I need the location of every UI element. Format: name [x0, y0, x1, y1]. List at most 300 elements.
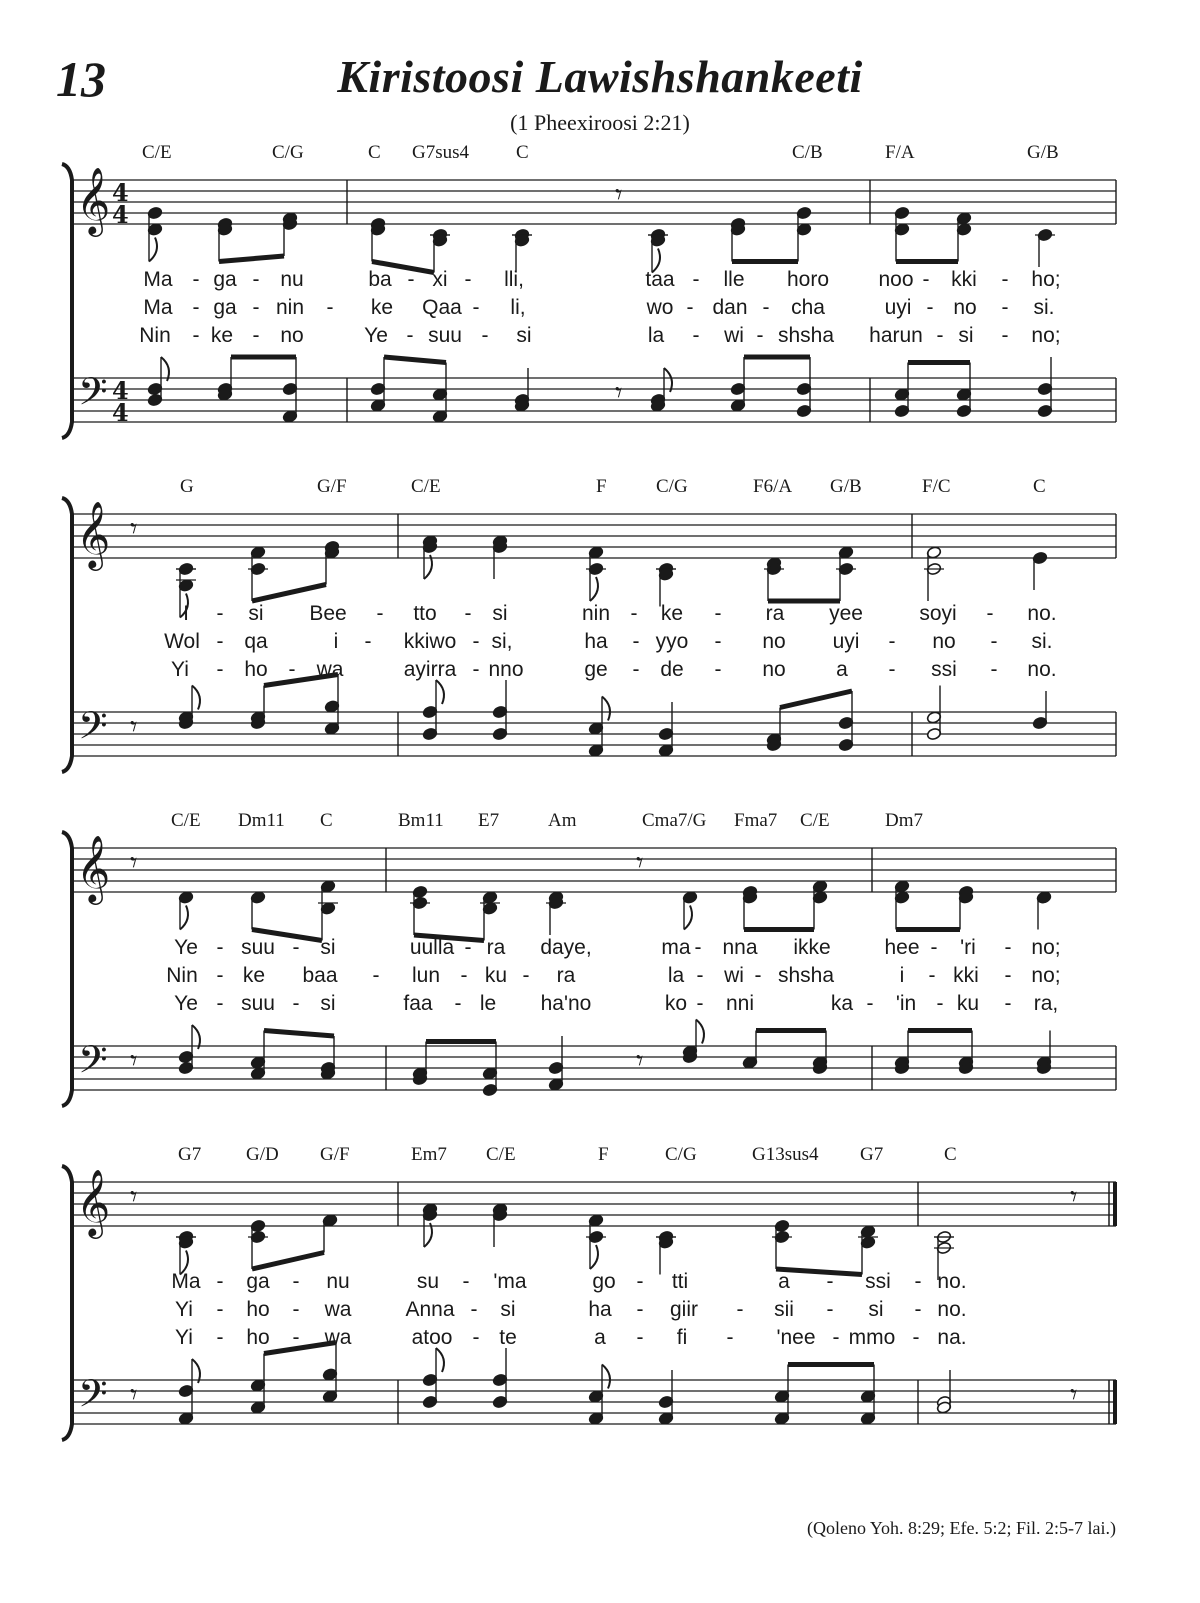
- lyric-syllable: Yi: [171, 658, 189, 681]
- chord-symbol: C: [516, 142, 529, 163]
- lyric-syllable: ho;: [1031, 268, 1061, 291]
- lyric-hyphen: -: [986, 602, 994, 625]
- lyric-hyphen: -: [252, 324, 260, 347]
- lyric-syllable: atoo: [411, 1326, 453, 1349]
- lyric-hyphen: -: [990, 630, 998, 653]
- lyric-syllable: no.: [1027, 602, 1057, 625]
- lyric-hyphen: -: [694, 936, 702, 959]
- lyric-hyphen: -: [914, 1298, 922, 1321]
- lyric-syllable: si: [320, 936, 336, 959]
- lyric-syllable: ikke: [793, 936, 831, 959]
- lyric-syllable: si: [500, 1298, 516, 1321]
- lyric-hyphen: -: [826, 1270, 834, 1293]
- lyric-hyphen: -: [826, 1298, 834, 1321]
- lyric-syllable: no;: [1031, 964, 1061, 987]
- lyric-syllable: ma: [661, 936, 691, 959]
- chord-symbol: Em7: [411, 1144, 447, 1165]
- lyric-hyphen: -: [292, 936, 300, 959]
- lyric-hyphen: -: [472, 630, 480, 653]
- lyric-hyphen: -: [912, 1326, 920, 1349]
- lyric-syllable: sii: [774, 1298, 794, 1321]
- lyric-hyphen: -: [252, 268, 260, 291]
- lyric-hyphen: -: [216, 992, 224, 1015]
- lyric-hyphen: -: [472, 296, 480, 319]
- lyric-hyphen: -: [686, 296, 694, 319]
- lyric-syllable: lli,: [504, 268, 524, 291]
- lyric-syllable: no: [953, 296, 977, 319]
- lyric-syllable: Qaa: [422, 296, 462, 319]
- lyric-syllable: la: [647, 324, 665, 347]
- chord-symbol: C: [368, 142, 381, 163]
- lyric-syllable: ga: [213, 296, 237, 319]
- lyric-syllable: no;: [1031, 936, 1061, 959]
- lyric-hyphen: -: [464, 268, 472, 291]
- lyric-hyphen: -: [216, 602, 224, 625]
- treble-flag: [590, 577, 598, 601]
- lyric-syllable: a: [836, 658, 848, 681]
- lyric-syllable: Wol: [164, 630, 200, 653]
- lyric-syllable: wa: [324, 1326, 352, 1349]
- lyric-syllable: ayirra: [403, 658, 457, 681]
- lyric-syllable: no.: [1027, 658, 1057, 681]
- chord-symbol: G/F: [317, 476, 347, 497]
- bass-time-signature-top: 4: [112, 376, 129, 405]
- lyric-syllable: ba: [368, 268, 392, 291]
- lyric-syllable: ha: [584, 630, 608, 653]
- lyric-hyphen: -: [216, 658, 224, 681]
- lyric-hyphen: -: [454, 992, 462, 1015]
- lyric-hyphen: -: [216, 936, 224, 959]
- lyric-hyphen: -: [930, 936, 938, 959]
- chord-symbol: C/E: [171, 810, 201, 831]
- bass-beam: [384, 357, 446, 363]
- lyric-syllable: 'ma: [493, 1270, 527, 1293]
- bass-flag: [696, 1020, 704, 1044]
- lyric-syllable: Nin: [166, 964, 198, 987]
- lyric-syllable: suu: [241, 992, 275, 1015]
- lyric-syllable: nu: [326, 1270, 350, 1293]
- lyric-syllable: nno: [488, 658, 524, 681]
- chord-symbol: C/G: [272, 142, 304, 163]
- chord-symbol: Fma7: [734, 810, 778, 831]
- lyric-syllable: Ma: [171, 1270, 201, 1293]
- lyric-syllable: wa: [324, 1298, 352, 1321]
- lyric-syllable: si.: [1033, 296, 1055, 319]
- chord-symbol: Dm11: [238, 810, 285, 831]
- lyric-syllable: nni: [725, 992, 755, 1015]
- lyric-hyphen: -: [714, 602, 722, 625]
- eighth-rest: 𝄾: [130, 1044, 138, 1077]
- lyric-syllable: ko: [664, 992, 688, 1015]
- lyric-hyphen: -: [922, 268, 930, 291]
- lyric-hyphen: -: [990, 658, 998, 681]
- chord-symbol: G7sus4: [412, 142, 470, 163]
- treble-flag: [590, 1245, 598, 1269]
- chord-symbol: C/E: [800, 810, 830, 831]
- lyric-syllable: soyi: [919, 602, 957, 625]
- lyric-hyphen: -: [481, 324, 489, 347]
- chord-symbol: G/F: [320, 1144, 350, 1165]
- lyric-hyphen: -: [632, 658, 640, 681]
- lyric-hyphen: -: [736, 1298, 744, 1321]
- lyric-hyphen: -: [866, 992, 874, 1015]
- lyric-syllable: no.: [937, 1270, 967, 1293]
- lyric-syllable: ku: [956, 992, 980, 1015]
- lyric-syllable: no;: [1031, 324, 1061, 347]
- lyric-syllable: nna: [722, 936, 758, 959]
- lyric-syllable: no: [762, 630, 786, 653]
- lyric-hyphen: -: [252, 296, 260, 319]
- lyric-syllable: horo: [786, 268, 830, 291]
- lyric-hyphen: -: [192, 296, 200, 319]
- lyric-syllable: la: [667, 964, 685, 987]
- chord-symbol: C: [1033, 476, 1046, 497]
- lyric-syllable: giir: [669, 1298, 699, 1321]
- bass-clef: 𝄢: [78, 1371, 108, 1425]
- lyric-syllable: 'ri: [960, 936, 976, 959]
- lyric-syllable: wo: [646, 296, 674, 319]
- chord-symbol: C/G: [665, 1144, 697, 1165]
- lyric-syllable: kki: [951, 268, 977, 291]
- lyric-hyphen: -: [632, 630, 640, 653]
- lyric-syllable: si: [492, 602, 508, 625]
- eighth-rest: 𝄾: [130, 1378, 138, 1411]
- lyric-syllable: ha: [588, 1298, 612, 1321]
- chord-symbol: G13sus4: [752, 1144, 819, 1165]
- lyric-hyphen: -: [292, 1326, 300, 1349]
- lyric-syllable: noo: [878, 268, 914, 291]
- lyric-syllable: tti: [671, 1270, 689, 1293]
- bass-flag: [436, 1348, 444, 1372]
- lyric-hyphen: -: [1004, 936, 1012, 959]
- lyric-syllable: kki: [953, 964, 979, 987]
- lyric-syllable: ke: [660, 602, 684, 625]
- lyric-hyphen: -: [714, 658, 722, 681]
- lyric-syllable: lun: [411, 964, 441, 987]
- lyric-hyphen: -: [292, 1270, 300, 1293]
- lyric-syllable: ge: [584, 658, 608, 681]
- lyric-hyphen: -: [636, 1298, 644, 1321]
- eighth-rest: 𝄾: [615, 178, 623, 211]
- lyric-syllable: no.: [937, 1298, 967, 1321]
- chord-symbol: Am: [548, 810, 577, 831]
- lyric-syllable: de: [660, 658, 684, 681]
- eighth-rest: 𝄾: [130, 1180, 138, 1213]
- lyric-syllable: go: [592, 1270, 616, 1293]
- lyric-syllable: na.: [937, 1326, 967, 1349]
- lyric-syllable: ho: [246, 1298, 270, 1321]
- lyric-hyphen: -: [292, 1298, 300, 1321]
- lyric-syllable: shsha: [777, 964, 835, 987]
- lyric-syllable: uyi: [832, 630, 860, 653]
- lyric-syllable: cha: [791, 296, 825, 319]
- lyric-syllable: daye,: [540, 936, 592, 959]
- chord-symbol: G/B: [1027, 142, 1059, 163]
- chord-symbol: C/E: [411, 476, 441, 497]
- lyric-syllable: faa: [403, 992, 433, 1015]
- lyric-hyphen: -: [756, 324, 764, 347]
- lyric-hyphen: -: [714, 630, 722, 653]
- grand-staff: [0, 142, 1200, 462]
- chord-symbol: C: [320, 810, 333, 831]
- chord-symbol: C/B: [792, 142, 823, 163]
- chord-symbol: F: [598, 1144, 609, 1165]
- lyric-hyphen: -: [472, 658, 480, 681]
- lyric-hyphen: -: [1001, 296, 1009, 319]
- treble-flag: [684, 906, 692, 930]
- lyric-syllable: nin: [581, 602, 611, 625]
- lyric-hyphen: -: [326, 296, 334, 319]
- lyric-hyphen: -: [464, 602, 472, 625]
- eighth-rest: 𝄾: [1070, 1378, 1078, 1411]
- lyric-syllable: ga: [213, 268, 237, 291]
- lyric-hyphen: -: [216, 964, 224, 987]
- treble-beam: [219, 256, 284, 262]
- eighth-rest: 𝄾: [636, 846, 644, 879]
- bass-clef: 𝄢: [78, 703, 108, 757]
- chord-symbol: F: [596, 476, 607, 497]
- treble-clef: 𝄞: [76, 1168, 111, 1236]
- eighth-rest: 𝄾: [130, 846, 138, 879]
- scripture-reference: (1 Pheexiroosi 2:21): [510, 110, 690, 135]
- lyric-syllable: ka: [830, 992, 854, 1015]
- lyric-syllable: a: [594, 1326, 606, 1349]
- lyric-hyphen: -: [914, 1270, 922, 1293]
- chord-symbol: G7: [860, 1144, 884, 1165]
- lyric-syllable: Ye: [174, 936, 198, 959]
- lyric-hyphen: -: [462, 1270, 470, 1293]
- lyric-syllable: dan: [712, 296, 748, 319]
- lyric-syllable: baa: [302, 964, 338, 987]
- lyric-syllable: harun: [869, 324, 923, 347]
- lyric-hyphen: -: [192, 268, 200, 291]
- lyric-syllable: a: [778, 1270, 790, 1293]
- lyric-syllable: si.: [1031, 630, 1053, 653]
- lyric-hyphen: -: [522, 964, 530, 987]
- hymn-number: 13: [56, 51, 106, 107]
- lyric-syllable: ho: [246, 1326, 270, 1349]
- lyric-syllable: qa: [244, 630, 268, 653]
- lyric-hyphen: -: [192, 324, 200, 347]
- lyric-syllable: nu: [280, 268, 304, 291]
- lyric-syllable: le: [479, 992, 497, 1015]
- bass-beam: [780, 691, 852, 708]
- treble-flag: [180, 906, 188, 930]
- lyric-syllable: xi: [432, 268, 448, 291]
- lyric-hyphen: -: [376, 602, 384, 625]
- eighth-rest: 𝄾: [636, 1044, 644, 1077]
- lyric-hyphen: -: [407, 268, 415, 291]
- lyric-hyphen: -: [216, 630, 224, 653]
- footer-references: (Qoleno Yoh. 8:29; Efe. 5:2; Fil. 2:5-7 lai.): [807, 1518, 1116, 1538]
- chord-symbol: C/E: [486, 1144, 516, 1165]
- lyric-syllable: Ye: [364, 324, 388, 347]
- system-bracket: [62, 1166, 72, 1440]
- lyric-syllable: kkiwo: [403, 630, 457, 653]
- lyric-hyphen: -: [696, 992, 704, 1015]
- chord-symbol: C/E: [142, 142, 172, 163]
- lyric-syllable: te: [499, 1326, 517, 1349]
- chord-symbol: Bm11: [398, 810, 444, 831]
- lyric-hyphen: -: [216, 1270, 224, 1293]
- lyric-hyphen: -: [470, 1298, 478, 1321]
- treble-time-signature-top: 4: [112, 178, 129, 207]
- lyric-syllable: uulla: [409, 936, 455, 959]
- treble-clef: 𝄞: [76, 166, 111, 234]
- lyric-syllable: si: [320, 992, 336, 1015]
- chord-symbol: C: [944, 1144, 957, 1165]
- eighth-rest: 𝄾: [130, 512, 138, 545]
- treble-flag: [149, 238, 157, 262]
- lyric-syllable: uyi: [884, 296, 912, 319]
- lyric-hyphen: -: [928, 964, 936, 987]
- lyric-hyphen: -: [372, 964, 380, 987]
- lyric-syllable: ke: [242, 964, 266, 987]
- lyric-syllable: taa: [645, 268, 675, 291]
- lyric-syllable: si: [248, 602, 264, 625]
- lyric-hyphen: -: [636, 1270, 644, 1293]
- lyric-hyphen: -: [460, 964, 468, 987]
- treble-beam: [252, 1253, 324, 1270]
- lyric-hyphen: -: [630, 602, 638, 625]
- treble-time-signature-bottom: 4: [112, 200, 129, 229]
- lyric-syllable: Yi: [175, 1298, 193, 1321]
- chord-symbol: F/A: [885, 142, 915, 163]
- lyric-syllable: 'nee: [776, 1326, 816, 1349]
- lyric-syllable: Ma: [143, 268, 173, 291]
- lyric-syllable: su: [416, 1270, 440, 1293]
- hymn-title: Kiristoosi Lawishshankeeti: [337, 51, 863, 102]
- lyric-syllable: ho: [244, 658, 268, 681]
- chord-symbol: F6/A: [753, 476, 793, 497]
- lyric-hyphen: -: [292, 992, 300, 1015]
- lyric-hyphen: -: [692, 324, 700, 347]
- lyric-syllable: shsha: [777, 324, 835, 347]
- lyric-syllable: yee: [829, 602, 863, 625]
- eighth-rest: 𝄾: [1070, 1180, 1078, 1213]
- lyric-hyphen: -: [216, 1298, 224, 1321]
- lyric-syllable: hee: [884, 936, 920, 959]
- lyric-hyphen: -: [936, 324, 944, 347]
- lyric-syllable: ha'no: [540, 992, 592, 1015]
- lyric-syllable: wi: [724, 964, 744, 987]
- lyric-syllable: no: [762, 658, 786, 681]
- lyric-syllable: mmo: [848, 1326, 896, 1349]
- lyric-syllable: wa: [316, 658, 344, 681]
- lyric-syllable: si,: [491, 630, 513, 653]
- staff-system: [0, 142, 1200, 462]
- lyric-hyphen: -: [936, 992, 944, 1015]
- lyric-syllable: si: [516, 324, 532, 347]
- bass-flag: [436, 680, 444, 704]
- chord-symbol: G/D: [246, 1144, 279, 1165]
- chord-symbol: F/C: [922, 476, 951, 497]
- lyric-syllable: wi: [724, 324, 744, 347]
- chord-symbol: G: [180, 476, 194, 497]
- lyric-hyphen: -: [1001, 268, 1009, 291]
- system-bracket: [62, 498, 72, 772]
- lyric-hyphen: -: [754, 964, 762, 987]
- lyric-syllable: lle: [723, 268, 745, 291]
- lyric-syllable: ra,: [1033, 992, 1059, 1015]
- lyric-hyphen: -: [762, 296, 770, 319]
- lyric-syllable: ga: [246, 1270, 270, 1293]
- system-bracket: [62, 832, 72, 1106]
- chord-symbol: G/B: [830, 476, 862, 497]
- lyric-syllable: i: [333, 630, 339, 653]
- chord-symbol: Cma7/G: [642, 810, 707, 831]
- chord-symbol: E7: [478, 810, 500, 831]
- lyric-hyphen: -: [926, 296, 934, 319]
- lyric-syllable: Anna: [405, 1298, 455, 1321]
- lyric-hyphen: -: [636, 1326, 644, 1349]
- bass-flag: [602, 697, 610, 721]
- lyric-hyphen: -: [1004, 992, 1012, 1015]
- lyric-syllable: ku: [484, 964, 508, 987]
- lyric-syllable: ssi: [931, 658, 957, 681]
- treble-clef: 𝄞: [76, 500, 111, 568]
- lyric-syllable: si: [868, 1298, 884, 1321]
- lyric-hyphen: -: [216, 1326, 224, 1349]
- bass-flag: [602, 1365, 610, 1389]
- lyric-syllable: li,: [510, 296, 526, 319]
- lyric-hyphen: -: [832, 1326, 840, 1349]
- lyric-syllable: i: [899, 964, 905, 987]
- lyric-syllable: tto: [413, 602, 437, 625]
- treble-clef: 𝄞: [76, 834, 111, 902]
- lyric-syllable: ra: [765, 602, 785, 625]
- lyric-syllable: Yi: [175, 1326, 193, 1349]
- lyric-syllable: nin: [275, 296, 305, 319]
- lyric-hyphen: -: [696, 964, 704, 987]
- bass-clef: 𝄢: [78, 369, 108, 423]
- lyric-syllable: I: [183, 602, 189, 625]
- lyric-hyphen: -: [692, 268, 700, 291]
- lyric-syllable: 'in: [895, 992, 917, 1015]
- lyric-syllable: Bee: [309, 602, 347, 625]
- bass-beam: [264, 1031, 334, 1037]
- lyric-syllable: ra: [486, 936, 506, 959]
- lyric-syllable: ke: [370, 296, 394, 319]
- lyric-syllable: Nin: [139, 324, 171, 347]
- bass-clef: 𝄢: [78, 1037, 108, 1091]
- lyric-syllable: suu: [428, 324, 462, 347]
- chord-symbol: Dm7: [885, 810, 923, 831]
- lyric-hyphen: -: [406, 324, 414, 347]
- lyric-hyphen: -: [888, 658, 896, 681]
- lyric-syllable: fi: [676, 1326, 688, 1349]
- lyric-syllable: ssi: [865, 1270, 891, 1293]
- lyric-hyphen: -: [888, 630, 896, 653]
- lyric-hyphen: -: [1001, 324, 1009, 347]
- lyric-hyphen: -: [288, 658, 296, 681]
- lyric-hyphen: -: [726, 1326, 734, 1349]
- lyric-syllable: si: [958, 324, 974, 347]
- lyric-hyphen: -: [472, 1326, 480, 1349]
- bass-flag: [192, 686, 200, 710]
- eighth-rest: 𝄾: [615, 376, 623, 409]
- lyric-syllable: yyo: [655, 630, 689, 653]
- system-bracket: [62, 164, 72, 438]
- lyric-hyphen: -: [1004, 964, 1012, 987]
- eighth-rest: 𝄾: [130, 710, 138, 743]
- chord-symbol: G7: [178, 1144, 202, 1165]
- bass-time-signature-bottom: 4: [112, 398, 129, 427]
- lyric-syllable: no: [280, 324, 304, 347]
- lyric-syllable: Ye: [174, 992, 198, 1015]
- lyric-hyphen: -: [364, 630, 372, 653]
- lyric-syllable: no: [932, 630, 956, 653]
